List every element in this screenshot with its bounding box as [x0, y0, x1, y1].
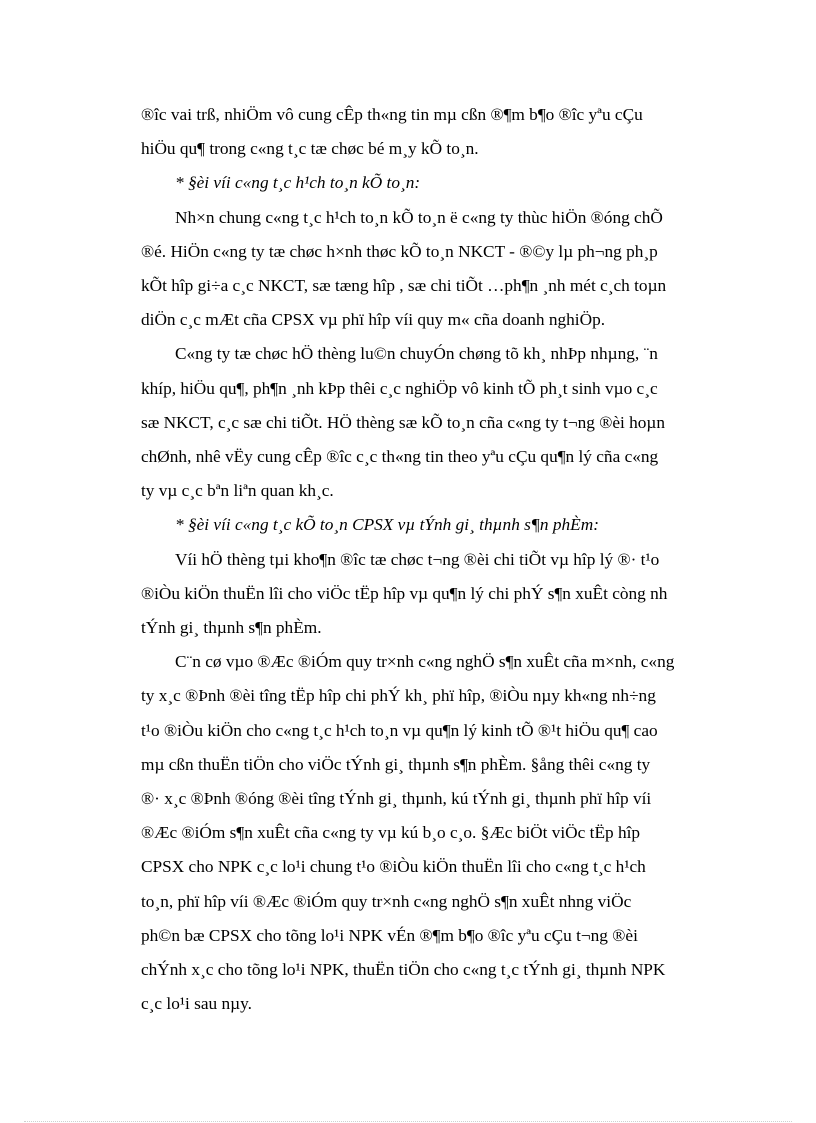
page-bottom-divider: [24, 1121, 792, 1122]
text-line: ph©n bæ CPSX cho tõng lo¹i NPK vÉn ®¶m b¶o ®îc yªu cÇu t¬ng ®èi: [141, 925, 638, 945]
body-text: [141, 98, 721, 1021]
paragraph-start-line: C¨n cø vµo ®Æc ®iÓm quy tr×nh c«ng nghÖ s¶n xuÊt cña m×nh, c«ng: [175, 652, 675, 672]
text-line: to¸n, phï hîp víi ®Æc ®iÓm quy tr×nh c«ng nghÖ s¶n xuÊt nhng viÖc: [141, 891, 632, 911]
text-line: ®· x¸c ®Þnh ®óng ®èi tîng tÝnh gi¸ thµnh, kú tÝnh gi¸ thµnh phï hîp víi: [141, 789, 652, 809]
paragraph-start-line: Nh×n chung c«ng t¸c h¹ch to¸n kÕ to¸n ë c«ng ty thùc hiÖn ®óng chÕ: [175, 207, 663, 227]
text-line: sæ NKCT, c¸c sæ chi tiÕt. HÖ thèng sæ kÕ to¸n cña c«ng ty t¬ng ®èi hoµn: [141, 412, 666, 432]
text-line: tÝnh gi¸ thµnh s¶n phÈm.: [141, 618, 322, 638]
paragraph-start-line: Víi hÖ thèng tµi kho¶n ®îc tæ chøc t¬ng ®èi chi tiÕt vµ hîp lý ®· t¹o: [175, 549, 660, 569]
text-line: khíp, hiÖu qu¶, ph¶n ¸nh kÞp thêi c¸c nghiÖp vô kinh tÕ ph¸t sinh vµo c¸c: [141, 378, 658, 398]
section-heading: * §èi víi c«ng t¸c kÕ to¸n CPSX vµ tÝnh gi¸ thµnh s¶n phÈm:: [175, 515, 599, 535]
text-line: chÝnh x¸c cho tõng lo¹i NPK, thuËn tiÖn cho c«ng t¸c tÝnh gi¸ thµnh NPK: [141, 960, 666, 980]
text-line: t¹o ®iÒu kiÖn cho c«ng t¸c h¹ch to¸n vµ qu¶n lý kinh tÕ ®¹t hiÖu qu¶ cao: [141, 720, 658, 740]
text-line: ®é. HiÖn c«ng ty tæ chøc h×nh thøc kÕ to¸n NKCT - ®©y lµ ph¬ng ph¸p: [141, 241, 658, 261]
text-line: ty vµ c¸c bªn liªn quan kh¸c.: [141, 481, 334, 501]
text-line: hiÖu qu¶ trong c«ng t¸c tæ chøc bé m¸y kÕ to¸n.: [141, 139, 479, 159]
paragraph-start-line: C«ng ty tæ chøc hÖ thèng lu©n chuyÓn chøng tõ kh¸ nhÞp nhµng, ¨n: [175, 344, 658, 364]
text-line: ®îc vai trß, nhiÖm vô cung cÊp th«ng tin mµ cßn ®¶m b¶o ®îc yªu cÇu: [141, 105, 643, 124]
section-heading: * §èi víi c«ng t¸c h¹ch to¸n kÕ to¸n:: [175, 173, 421, 193]
text-line: ®iÒu kiÖn thuËn lîi cho viÖc tËp hîp vµ qu¶n lý chi phÝ s¶n xuÊt còng nh: [141, 583, 668, 603]
text-line: ty x¸c ®Þnh ®èi tîng tËp hîp chi phÝ kh¸ phï hîp, ®iÒu nµy kh«ng nh÷ng: [141, 686, 656, 706]
text-line: c¸c lo¹i sau nµy.: [141, 994, 252, 1014]
text-line: CPSX cho NPK c¸c lo¹i chung t¹o ®iÒu kiÖn thuËn lîi cho c«ng t¸c h¹ch: [141, 857, 646, 877]
text-line: diÖn c¸c mÆt cña CPSX vµ phï hîp víi quy m« cña doanh nghiÖp.: [141, 310, 606, 330]
text-line: kÕt hîp gi÷a c¸c NKCT, sæ tæng hîp , sæ chi tiÕt …ph¶n ¸nh mét c¸ch toµn: [141, 276, 667, 296]
text-line: mµ cßn thuËn tiÖn cho viÖc tÝnh gi¸ thµnh s¶n phÈm. §ång thêi c«ng ty: [141, 754, 651, 774]
text-line: ®Æc ®iÓm s¶n xuÊt cña c«ng ty vµ kú b¸o c¸o. §Æc biÖt viÖc tËp hîp: [141, 823, 641, 843]
text-line: chØnh, nhê vËy cung cÊp ®îc c¸c th«ng tin theo yªu cÇu qu¶n lý cña c«ng: [141, 447, 659, 467]
